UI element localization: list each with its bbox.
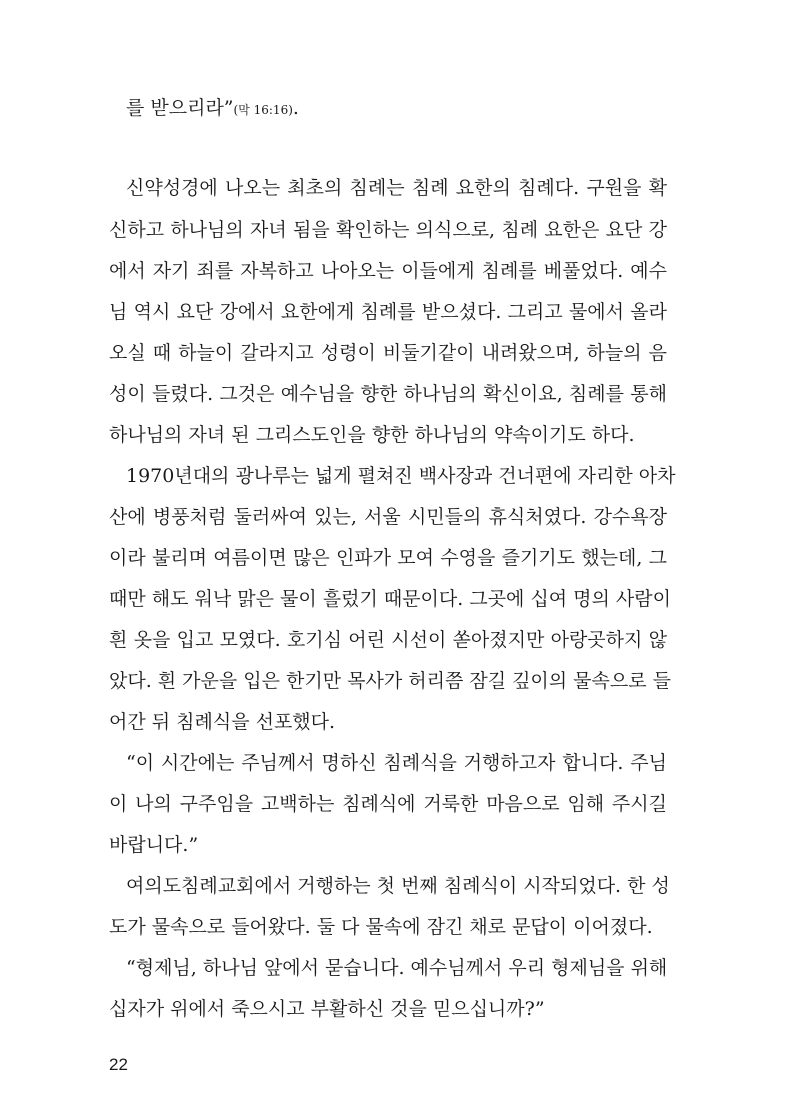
paragraph-line: 성이 들렸다. 그것은 예수님을 향한 하나님의 확신이요, 침례를 통해 (109, 383, 667, 405)
paragraph-line: 바랍니다.” (109, 834, 199, 856)
paragraph-line: 때만 해도 워낙 맑은 물이 흘렀기 때문이다. 그곳에 십여 명의 사람이 (109, 588, 671, 610)
paragraph-line: 하나님의 자녀 된 그리스도인을 향한 하나님의 약속이기도 하다. (109, 424, 635, 446)
scripture-reference: (막 16:16) (233, 103, 293, 117)
paragraph-line: 오실 때 하늘이 갈라지고 성령이 비둘기같이 내려왔으며, 하늘의 음 (109, 342, 667, 364)
paragraph-line: 에서 자기 죄를 자복하고 나아오는 이들에게 침례를 베풀었다. 예수 (109, 260, 667, 282)
paragraph-line: 여의도침례교회에서 거행하는 첫 번째 침례식이 시작되었다. 한 성 (126, 875, 670, 897)
continuation-line (126, 96, 667, 122)
paragraph-line: 흰 옷을 입고 모였다. 호기심 어린 시선이 쏟아졌지만 아랑곳하지 않 (109, 629, 667, 651)
paragraph-line: 신약성경에 나오는 최초의 침례는 침례 요한의 침례다. 구원을 확 (126, 177, 667, 199)
paragraph-line: 님 역시 요단 강에서 요한에게 침례를 받으셨다. 그리고 물에서 올라 (109, 301, 667, 323)
paragraph-line: 1970년대의 광나루는 넓게 펼쳐진 백사장과 건너편에 자리한 아차 (126, 465, 676, 487)
continuation-text: 를 받으리라” (126, 97, 234, 119)
paragraph-line: 이 나의 구주임을 고백하는 침례식에 거룩한 마음으로 임해 주시길 (109, 793, 667, 815)
paragraph-line: 신하고 하나님의 자녀 됨을 확인하는 의식으로, 침례 요한은 요단 강 (109, 219, 667, 241)
page-number: 22 (109, 1055, 128, 1074)
paragraph-line: 산에 병풍처럼 둘러싸여 있는, 서울 시민들의 휴식처였다. 강수욕장 (109, 506, 667, 528)
paragraph-line: “이 시간에는 주님께서 명하신 침례식을 거행하고자 합니다. 주님 (126, 752, 667, 774)
continuation-end: . (292, 97, 299, 119)
paragraph-line: 이라 불리며 여름이면 많은 인파가 모여 수영을 즐기기도 했는데, 그 (109, 547, 667, 569)
paragraph-line: 어간 뒤 침례식을 선포했다. (109, 711, 336, 733)
paragraph-line: “형제님, 하나님 앞에서 묻습니다. 예수님께서 우리 형제님을 위해 (126, 957, 668, 979)
paragraph-line: 십자가 위에서 죽으시고 부활하신 것을 믿으십니까?” (109, 998, 545, 1020)
paragraph-line: 았다. 흰 가운을 입은 한기만 목사가 허리쯤 잠길 깊이의 물속으로 들 (109, 670, 671, 692)
paragraph-line: 도가 물속으로 들어왔다. 둘 다 물속에 잠긴 채로 문답이 이어졌다. (109, 916, 653, 938)
